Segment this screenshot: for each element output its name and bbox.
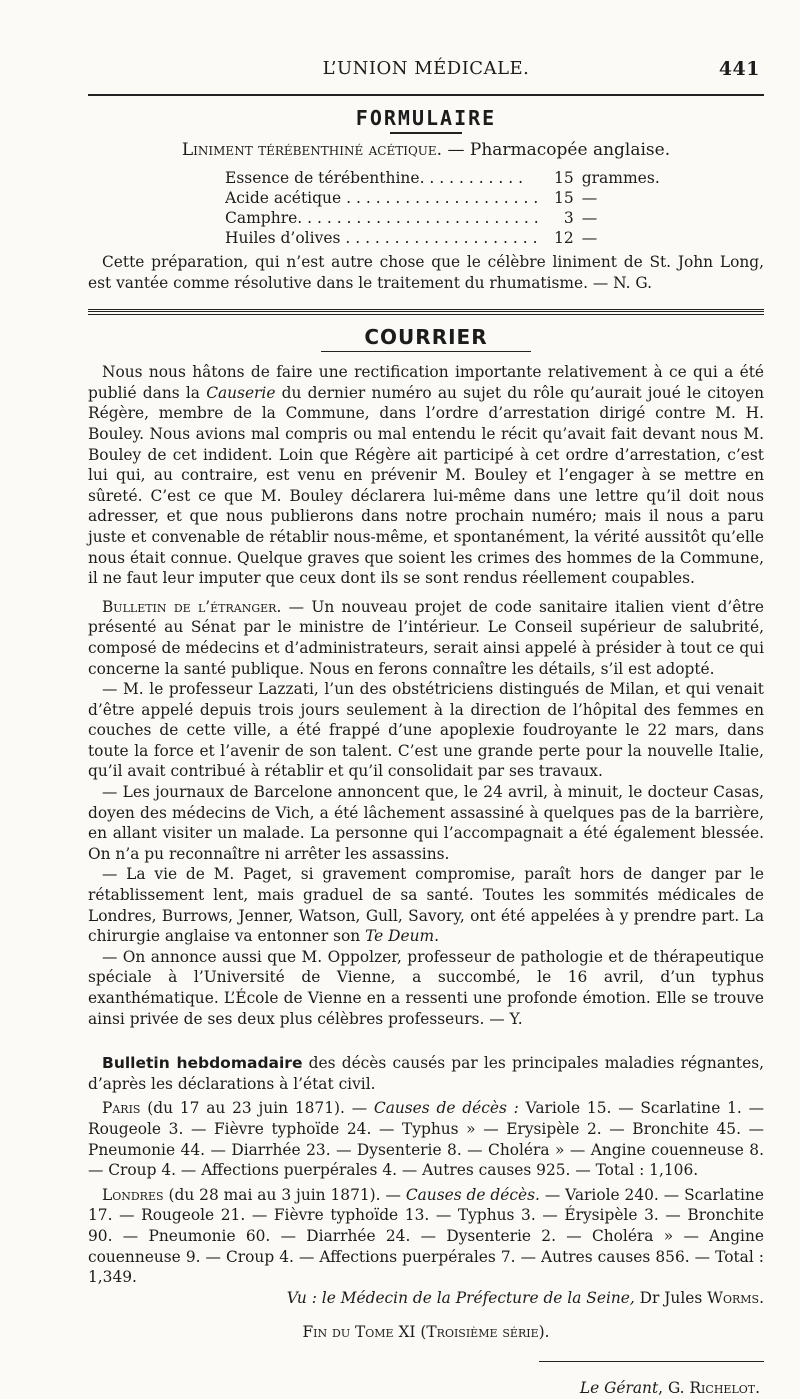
city-london: Londres bbox=[102, 1185, 164, 1204]
running-head bbox=[88, 50, 764, 94]
text-run: (du 28 mai au 3 juin 1871). — bbox=[163, 1185, 406, 1204]
ingredient-name: Camphre. . . . . . . . . . . . . . . . . . . . . . . . . bbox=[225, 209, 539, 227]
courrier-paragraph-bulletin-etranger bbox=[88, 597, 764, 679]
courrier-paragraph-casas: — Les journaux de Barcelone annoncent que, le 24 avril, à minuit, le docteur Casas, doyen des médecins de Vich, a été lâchement assassiné à quelques pas de la barrière, en allant visiter un malade. La personne qui l’accompagnait a été également blessée. On n’a pu reconnaître ni arrêter les assassins. bbox=[88, 783, 764, 863]
text-run: Fin du bbox=[302, 1323, 355, 1342]
vu-italic: Vu : le Médecin de la Préfecture de la Seine, bbox=[286, 1288, 635, 1307]
ingredient-name: Acide acétique . . . . . . . . . . . . . . . . . . . . bbox=[225, 189, 539, 207]
recipe-source: — Pharmacopée anglaise. bbox=[442, 140, 671, 160]
page-number: 441 bbox=[718, 58, 760, 80]
text-run: Variole 15. — Scarlatine 1. — Rougeole 3. — Fièvre typhoïde 24. — Typhus » — Erysipèle 2. — Bronchite 45. — Pneumonie 44. — Diarrhée 23. — Dysenterie 8. — Choléra » — Angine couenneuse 8. — Croup 4. — Affections puerpérales 4. — Autres causes 925. — Total : 1,106. bbox=[88, 1099, 764, 1180]
causerie-italic: Causerie bbox=[206, 383, 276, 402]
text-run: Troisième série bbox=[426, 1323, 539, 1342]
recipe-name: Liniment térébenthiné acétique. bbox=[181, 140, 443, 160]
ingredient-name: Huiles d’olives . . . . . . . . . . . . . . . . . . . . bbox=[225, 229, 538, 247]
text-run: ). bbox=[538, 1323, 550, 1342]
courrier-paragraph-paget bbox=[88, 864, 764, 946]
text-run: Tome bbox=[354, 1323, 394, 1342]
ingredient-qty: 15 bbox=[553, 189, 574, 207]
bulletin-paris bbox=[88, 1098, 764, 1180]
courrier-paragraph-rectification bbox=[88, 362, 764, 589]
ingredient-name: Essence de térébenthine. . . . . . . . . . . bbox=[225, 169, 524, 187]
ingredient-qty: 12 bbox=[553, 229, 574, 247]
ingredient-unit: — bbox=[581, 209, 598, 227]
text-run: des décès causés par les principales maladies régnantes, d’après les déclarations à l’état civil. bbox=[88, 1054, 764, 1093]
ingredient-qty: 15 bbox=[553, 169, 574, 187]
courrier-underline bbox=[321, 351, 531, 352]
ingredient-row bbox=[225, 228, 660, 248]
fin-du-tome bbox=[88, 1322, 764, 1343]
text-run: (du 17 au 23 juin 1871). — bbox=[140, 1099, 374, 1118]
bulletin-london bbox=[88, 1185, 764, 1288]
recipe-title bbox=[88, 140, 764, 160]
ingredient-row bbox=[225, 208, 660, 228]
bulletin-intro bbox=[88, 1053, 764, 1094]
text-run: . bbox=[759, 1288, 764, 1307]
ingredient-unit: grammes. bbox=[581, 169, 660, 187]
journal-page bbox=[88, 0, 764, 1399]
text-run: XI ( bbox=[393, 1323, 427, 1342]
gerant-name: , G. Richelot. bbox=[658, 1378, 760, 1397]
text-run: — La vie de M. Paget, si gravement compromise, paraît hors de danger par le rétablissement lent, mais graduel de sa santé. Toutes les sommités médicales de Londres, Burrows, Jenner, Watson, Gull, Savory, ont été appelées à y prendre part. La chirurgie anglaise va entonner son bbox=[88, 865, 764, 946]
formulaire-note: Cette préparation, qui n’est autre chose que le célèbre liniment de St. John Long, est vantée comme résolutive dans le traitement du rhumatisme. — N. G. bbox=[88, 253, 764, 292]
bulletin-heading: Bulletin hebdomadaire bbox=[102, 1054, 303, 1073]
ingredient-row bbox=[225, 188, 660, 208]
text-run: — Variole 240. — Scarlatine 17. — Rougeole 21. — Fièvre typhoïde 13. — Typhus 3. — Érysipèle 3. — Bronchite 90. — Pneumonie 60. — Diarrhée 24. — Dysenterie 2. — Choléra » — Angine couenneuse 9. — Croup 4. — Affections puerpérales 7. — Autres causes 856. — Total : 1,349. bbox=[88, 1185, 764, 1287]
ingredient-unit: — bbox=[581, 189, 598, 207]
text-run: Dr Jules bbox=[634, 1288, 708, 1307]
text-run: du dernier numéro au sujet du rôle qu’aurait joué le citoyen Régère, membre de la Commune, dans l’ordre d’arrestation dirigé contre M. H. Bouley. Nous avions mal compris ou mal entendu le récit qu’avait fait devant nous M. Bouley de cet indident. Loin que Régère ait participé à cet ordre d’arrestation, c’est lui qui, au contraire, est venu en prévenir M. Bouley et l’engager à se mettre en sûreté. C’est ce que M. Bouley déclarera lui-même dans une lettre qu’il doit nous adresser, et que nous publierons dans notre prochain numéro; mais il nous a paru juste et convenable de rétablir nous-même, et spontanément, la vérité aussitôt qu’elle nous était connue. Quelque graves que soient les crimes des hommes de la Commune, il ne faut leur imputer que ceux dont ils se sont rendus réellement coupables. bbox=[88, 383, 764, 588]
text-run: . bbox=[434, 927, 440, 946]
causes-italic: Causes de décès. bbox=[405, 1185, 540, 1204]
text-run: Nous nous hâtons de faire une rectification importante relativement à ce qui a été publié dans la bbox=[88, 363, 764, 402]
city-paris: Paris bbox=[102, 1099, 141, 1118]
bulletin-etranger-lead: Bulletin de l’étranger. bbox=[102, 597, 282, 616]
ingredient-qty: 3 bbox=[563, 209, 574, 227]
running-title: L’UNION MÉDICALE. bbox=[322, 58, 530, 79]
ingredient-unit: — bbox=[581, 229, 598, 247]
courrier-paragraph-oppolzer: — On annonce aussi que M. Oppolzer, professeur de pathologie et de thérapeutique spéciale à l’Université de Vienne, a succombé, le 16 avril, d’un typhus exanthématique. L’École de Vienne en a ressenti une profonde émotion. Elle se trouve ainsi privée de ses deux plus célèbres professeurs. — Y. bbox=[88, 947, 764, 1028]
courrier-heading: COURRIER bbox=[364, 325, 488, 350]
text-run: — Un nouveau projet de code sanitaire italien vient d’être présenté au Sénat par le ministre de l’intérieur. Le Conseil supérieur de salubrité, composé de médecins et d’administrateurs, serait ainsi appelé à présider à tout ce qui concerne la santé publique. Nous en ferons connaître les détails, s’il est adopté. bbox=[88, 597, 764, 678]
formulaire-heading: FORMULAIRE bbox=[355, 106, 497, 130]
ingredient-table bbox=[225, 168, 660, 248]
te-deum-italic: Te Deum bbox=[365, 927, 435, 946]
gerant-label: Le Gérant bbox=[579, 1378, 659, 1397]
formulaire-underline bbox=[390, 132, 462, 134]
causes-italic: Causes de décès : bbox=[373, 1099, 519, 1118]
courrier-paragraph-lazzati: — M. le professeur Lazzati, l’un des obstétriciens distingués de Milan, et qui venait d’être appelé depuis trois jours seulement à la direction de l’hôpital des femmes en couches de cette ville, a été frappé d’une apoplexie foudroyante le 22 mars, dans toute la force et l’avenir de son talent. C’est une grande perte pour la nouvelle Italie, qu’il avait contribué à rétablir et qu’il consolidait par ses travaux. bbox=[88, 680, 764, 781]
signatory-name: Worms bbox=[707, 1288, 760, 1307]
bulletin-signature bbox=[88, 1288, 764, 1309]
gerant-line bbox=[88, 1378, 764, 1399]
ingredient-row bbox=[225, 168, 660, 188]
